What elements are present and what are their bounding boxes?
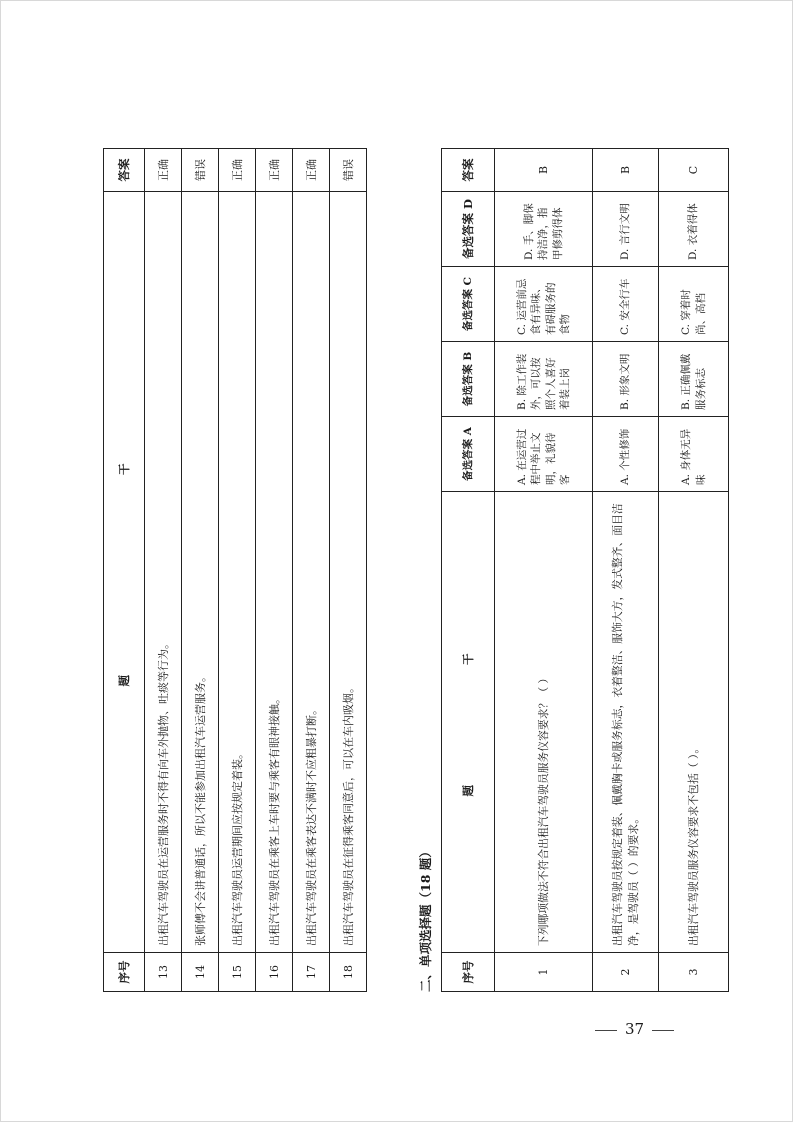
rotated-inner-2 (406, 148, 707, 992)
row-no: 16 (256, 953, 293, 992)
row-stem: 出租汽车驾驶员服务仪容要求不包括（ ）。 (659, 492, 729, 953)
row-option-a: A. 在运营过程中举止文明，礼貌待客 (495, 417, 593, 492)
header-no: 序号 (442, 953, 495, 992)
page-number-text: 37 (625, 1020, 645, 1038)
table1-header-row (104, 149, 145, 992)
dash-left (595, 1030, 617, 1031)
row-answer: 正确 (293, 149, 330, 192)
dash-right (652, 1030, 674, 1031)
row-option-b: B. 除工作装外，可以按照个人喜好着装上岗 (495, 342, 593, 417)
table-row (659, 149, 729, 992)
row-option-d: D. 言行文明 (593, 192, 659, 267)
row-no: 3 (659, 953, 729, 992)
row-no: 13 (145, 953, 182, 992)
table-row (293, 149, 330, 992)
row-option-b: B. 正确佩戴服务标志 (659, 342, 729, 417)
row-answer: B (495, 149, 593, 192)
row-answer: C (659, 149, 729, 192)
header-stem: 题干 (104, 192, 145, 953)
row-no: 1 (495, 953, 593, 992)
rotated-content (103, 148, 375, 992)
table-row (145, 149, 182, 992)
row-answer: 错误 (182, 149, 219, 192)
header-option-b: 备选答案 B (442, 342, 495, 417)
header-stem: 题干 (442, 492, 495, 953)
table-row (495, 149, 593, 992)
row-stem: 出租汽车驾驶员在乘客上车时要与乘客有眼神接触。 (256, 192, 293, 953)
table-row (593, 149, 659, 992)
row-no: 17 (293, 953, 330, 992)
row-answer: 正确 (219, 149, 256, 192)
row-stem: 出租汽车驾驶员在乘客表达不满时不应粗暴打断。 (293, 192, 330, 953)
row-answer: B (593, 149, 659, 192)
row-stem: 出租汽车驾驶员在运营服务时不得有向车外抛物、吐痰等行为。 (145, 192, 182, 953)
table-row (256, 149, 293, 992)
row-answer: 正确 (145, 149, 182, 192)
table-row (182, 149, 219, 992)
row-stem: 张师傅不会讲普通话，所以不能参加出租汽车运营服务。 (182, 192, 219, 953)
row-answer: 错误 (330, 149, 367, 192)
row-stem: 出租汽车驾驶员在征得乘客同意后，可以在车内吸烟。 (330, 192, 367, 953)
row-answer: 正确 (256, 149, 293, 192)
single-choice-table (441, 148, 729, 992)
row-stem: 下列哪项做法不符合出租汽车驾驶员服务仪容要求？（ ） (495, 492, 593, 953)
table2-header-row (442, 149, 495, 992)
row-no: 14 (182, 953, 219, 992)
row-option-c: C. 运营前忌食有异味、有碍服务的食物 (495, 267, 593, 342)
row-option-d: D. 手、脚保持洁净，指甲修剪得体 (495, 192, 593, 267)
table-row (219, 149, 256, 992)
header-option-c: 备选答案 C (442, 267, 495, 342)
rotated-inner (103, 148, 375, 992)
header-answer: 答案 (442, 149, 495, 192)
row-option-a: A. 身体无异味 (659, 417, 729, 492)
header-option-a: 备选答案 A (442, 417, 495, 492)
header-option-d: 备选答案 D (442, 192, 495, 267)
row-no: 2 (593, 953, 659, 992)
header-answer: 答案 (104, 149, 145, 192)
row-stem: 出租汽车驾驶员运营期间应按规定着装。 (219, 192, 256, 953)
table-row (330, 149, 367, 992)
rotated-content-2 (406, 148, 707, 992)
section-title: 二、单项选择题（18 题） (418, 845, 433, 992)
row-stem: 出租汽车驾驶员按规定着装、佩戴胸卡或服务标志，衣着整洁、服饰大方，发式整齐、面目洁净，是驾驶员（ ）的要求。 (593, 492, 659, 953)
row-option-a: A. 个性修饰 (593, 417, 659, 492)
row-option-d: D. 衣着得体 (659, 192, 729, 267)
row-option-c: C. 安全行车 (593, 267, 659, 342)
header-no: 序号 (104, 953, 145, 992)
page-number (587, 1020, 682, 1038)
true-false-table (103, 148, 367, 992)
row-option-b: B. 形象文明 (593, 342, 659, 417)
row-option-c: C. 穿着时尚、高档 (659, 267, 729, 342)
row-no: 18 (330, 953, 367, 992)
row-no: 15 (219, 953, 256, 992)
